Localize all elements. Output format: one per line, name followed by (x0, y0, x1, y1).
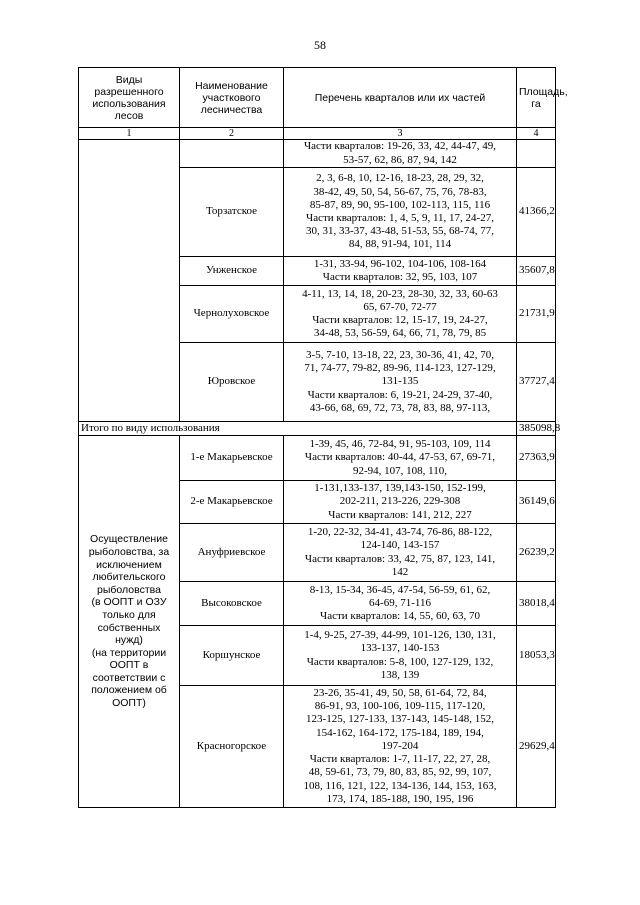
use-type-fishing: Осуществление рыболовства, за исключением любительского рыболовства (в ООПТ и ОЗУ только для собственных нужд) (на территории ООПТ в соответствии с положением об ООПТ) (79, 436, 180, 808)
area-value: 29629,4 (517, 686, 556, 808)
forestry-name: Торзатское (180, 168, 284, 257)
area-value: 35607,8 (517, 257, 556, 286)
quarters-list: 4-11, 13, 14, 18, 20-23, 28-30, 32, 33, 60-63 65, 67-70, 72-77 Части кварталов: 12, 15-17, 19, 24-27, 34-48, 53, 56-59, 64, 66, 71, 78, 79, 85 (284, 286, 517, 343)
column-number: 4 (517, 128, 556, 140)
quarters-list: 8-13, 15-34, 36-45, 47-54, 56-59, 61, 62, 64-69, 71-116 Части кварталов: 14, 55, 60, 63, 70 (284, 582, 517, 626)
column-number: 3 (284, 128, 517, 140)
header-area: Площадь, га (517, 68, 556, 128)
quarters-list: 1-131,133-137, 139,143-150, 152-199, 202-211, 213-226, 229-308 Части кварталов: 141, 212, 227 (284, 481, 517, 524)
forestry-name: Чернолуховское (180, 286, 284, 343)
area-value: 26239,2 (517, 524, 556, 582)
quarters-list: 1-20, 22-32, 34-41, 43-74, 76-86, 88-122, 124-140, 143-157 Части кварталов: 33, 42, 75, 87, 123, 141, 142 (284, 524, 517, 582)
quarters-list: 23-26, 35-41, 49, 50, 58, 61-64, 72, 84, 86-91, 93, 100-106, 109-115, 117-120, 123-125, 127-133, 137-143, 145-148, 152, 154-162, 164-172, 175-184, 189, 194, 197-204 Части кварталов: 1-7, 11-17, 22, 27, 28, 48, 59-61, 73, 79, 80, 83, 85, 92, 99, 107, 108, 116, 121, 122, 134-136, 144, 153, 163, 173, 174, 185-188, 190, 195, 196 (284, 686, 517, 808)
forestry-name: Юровское (180, 343, 284, 422)
table-row (79, 140, 556, 168)
forestry-name: Красногорское (180, 686, 284, 808)
quarters-list: 3-5, 7-10, 13-18, 22, 23, 30-36, 41, 42, 70, 71, 74-77, 79-82, 89-96, 114-123, 127-129, 131-135 Части кварталов: 6, 19-21, 24-29, 37-40, 43-66, 68, 69, 72, 73, 78, 83, 88, 97-113, (284, 343, 517, 422)
total-value: 385098,8 (517, 422, 556, 436)
area-value: 41366,2 (517, 168, 556, 257)
area-value: 37727,4 (517, 343, 556, 422)
quarters-list: 1-39, 45, 46, 72-84, 91, 95-103, 109, 114 Части кварталов: 40-44, 47-53, 67, 69-71, 92-94, 107, 108, 110, (284, 436, 517, 481)
page-number: 58 (314, 38, 326, 52)
table-header-row (79, 68, 556, 128)
forestry-name: Ануфриевское (180, 524, 284, 582)
total-row (79, 422, 556, 436)
quarters-list: Части кварталов: 19-26, 33, 42, 44-47, 49, 53-57, 62, 86, 87, 94, 142 (284, 140, 517, 168)
forestry-name: Высоковское (180, 582, 284, 626)
area-value: 18053,3 (517, 626, 556, 686)
header-quarters-list: Перечень кварталов или их частей (284, 68, 517, 128)
forestry-name (180, 140, 284, 168)
header-forestry-name: Наименование участкового лесничества (180, 68, 284, 128)
column-numbers-row (79, 128, 556, 140)
quarters-list: 1-31, 33-94, 96-102, 104-106, 108-164 Части кварталов: 32, 95, 103, 107 (284, 257, 517, 286)
use-type-cell-continued (79, 140, 180, 422)
header-forest-use-type: Виды разрешенного использования лесов (79, 68, 180, 128)
area-value: 21731,9 (517, 286, 556, 343)
area-value (517, 140, 556, 168)
column-number: 1 (79, 128, 180, 140)
area-value: 27363,9 (517, 436, 556, 481)
area-value: 36149,6 (517, 481, 556, 524)
forestry-name: Унженское (180, 257, 284, 286)
forestry-name: Коршунское (180, 626, 284, 686)
quarters-list: 2, 3, 6-8, 10, 12-16, 18-23, 28, 29, 32, 38-42, 49, 50, 54, 56-67, 75, 76, 78-83, 85-87, 89, 90, 95-100, 102-113, 115, 116 Части кварталов: 1, 4, 5, 9, 11, 17, 24-27, 30, 31, 33-37, 43-48, 51-53, 55, 68-74, 77, 84, 88, 91-94, 101, 114 (284, 168, 517, 257)
area-value: 38018,4 (517, 582, 556, 626)
quarters-list: 1-4, 9-25, 27-39, 44-99, 101-126, 130, 131, 133-137, 140-153 Части кварталов: 5-8, 100, 127-129, 132, 138, 139 (284, 626, 517, 686)
column-number: 2 (180, 128, 284, 140)
forest-quarters-table (78, 67, 568, 808)
forestry-name: 1-е Макарьевское (180, 436, 284, 481)
forestry-name: 2-е Макарьевское (180, 481, 284, 524)
total-label: Итого по виду использования (79, 422, 517, 436)
table-row (79, 436, 556, 481)
